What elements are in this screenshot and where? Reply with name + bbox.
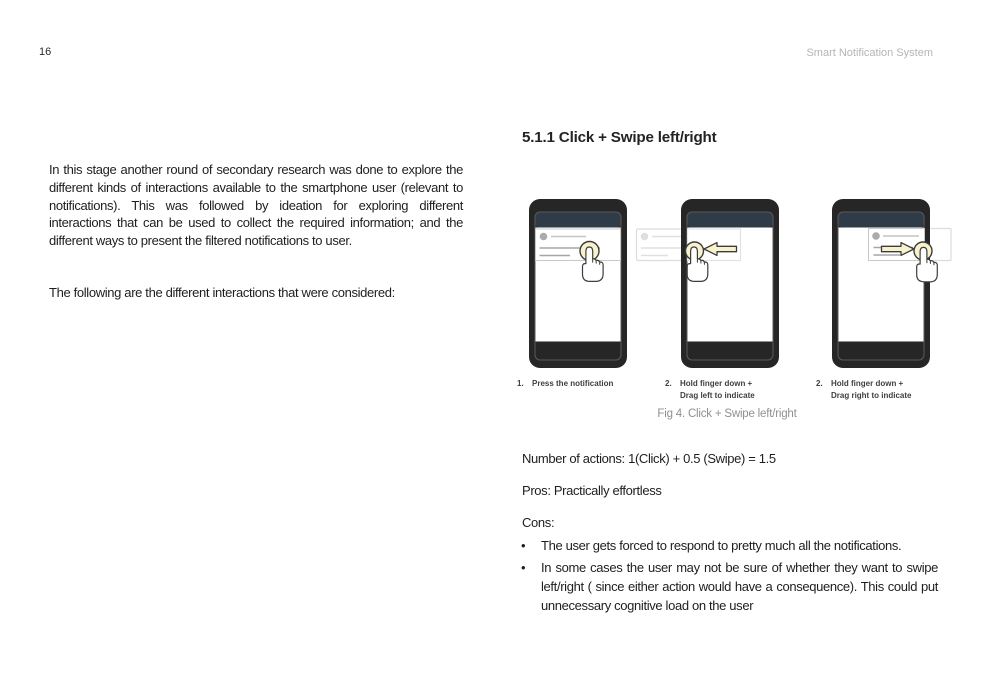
interactions-lead-in: The following are the different interactions that were considered: bbox=[49, 285, 395, 300]
phone-illustration-swipe-left bbox=[681, 199, 779, 368]
ghost-avatar bbox=[641, 233, 649, 241]
step-text: Hold finger down + bbox=[680, 379, 753, 388]
cons-list bbox=[522, 536, 938, 618]
running-header: Smart Notification System bbox=[806, 47, 933, 59]
figure-step-2 bbox=[665, 378, 755, 402]
section-heading: 5.1.1 Click + Swipe left/right bbox=[522, 129, 717, 146]
intro-paragraph: In this stage another round of secondary research was done to explore the different kinds of interactions available to the smartphone user (relevant to notifications). This was followed by ideation for exploring different interactions that can be used to collect the required information; and the different ways to present the filtered notifications to user. bbox=[49, 162, 463, 249]
number-of-actions-line: Number of actions: 1(Click) + 0.5 (Swipe) = 1.5 bbox=[522, 451, 776, 466]
cons-bullet: • The user gets forced to respond to pretty much all the notifications. bbox=[522, 536, 938, 555]
step-text: Hold finger down + bbox=[831, 379, 904, 388]
figure-step-3 bbox=[816, 378, 911, 402]
click-swipe-figure bbox=[500, 195, 992, 375]
tap-hand-icon bbox=[917, 247, 938, 281]
notification-avatar bbox=[872, 232, 880, 240]
cons-bullet: • In some cases the user may not be sure of whether they want to swipe left/right ( since either action would have a consequence). This could put unnecessary cognitive load on the user bbox=[522, 558, 938, 615]
page-number: 16 bbox=[39, 46, 52, 58]
figure-step-1 bbox=[517, 378, 613, 390]
status-bar bbox=[688, 213, 773, 228]
status-bar bbox=[536, 213, 621, 228]
pros-line: Pros: Practically effortless bbox=[522, 483, 662, 498]
swiped-right-ghost-edges bbox=[931, 229, 952, 261]
step-text: Press the notification bbox=[532, 379, 614, 388]
phone-illustration-press bbox=[529, 199, 627, 368]
step-number: 2. bbox=[816, 379, 823, 388]
step-text: Drag right to indicate bbox=[831, 391, 912, 400]
cons-label: Cons: bbox=[522, 515, 555, 530]
phone-illustration-swipe-right bbox=[832, 199, 951, 368]
status-bar bbox=[839, 213, 924, 228]
notification-avatar bbox=[540, 233, 548, 241]
notification-card bbox=[536, 229, 621, 261]
step-number: 1. bbox=[517, 379, 524, 388]
figure-caption: Fig 4. Click + Swipe left/right bbox=[657, 408, 797, 420]
step-text: Drag left to indicate bbox=[680, 391, 755, 400]
step-number: 2. bbox=[665, 379, 672, 388]
